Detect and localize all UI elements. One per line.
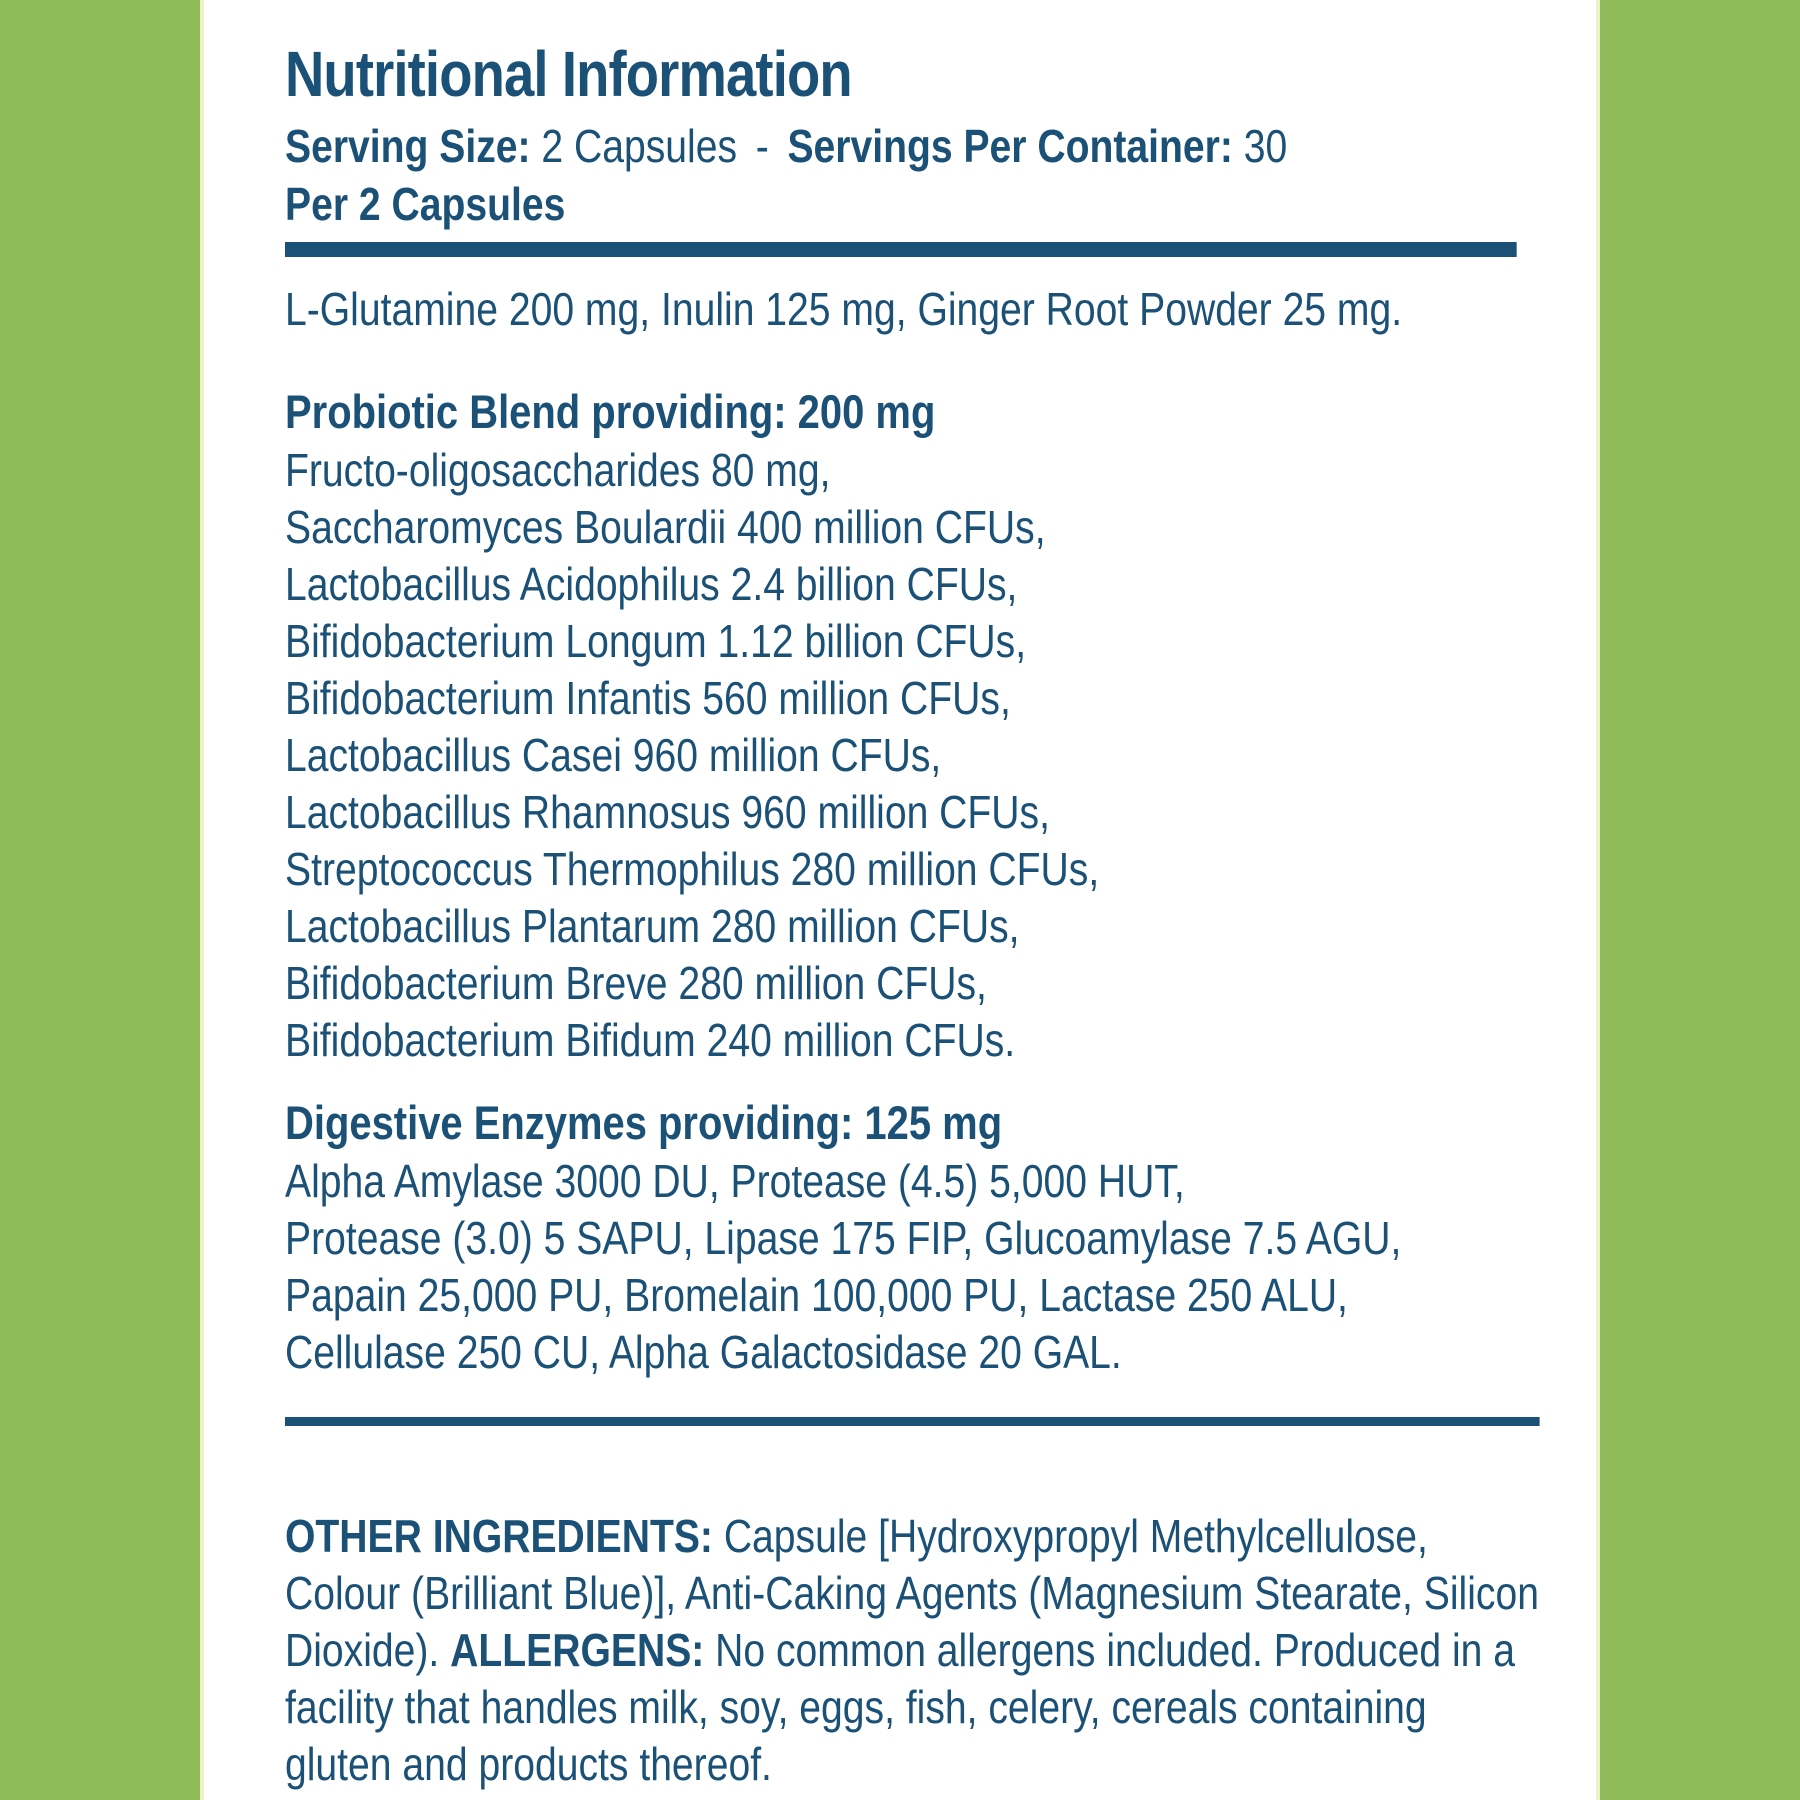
label-title: Nutritional Information	[285, 38, 852, 110]
serving-size-label: Serving Size:	[285, 120, 531, 172]
probiotic-item: Bifidobacterium Breve 280 million CFUs,	[285, 957, 987, 1009]
thick-divider-bar	[285, 242, 1517, 257]
probiotic-item: Lactobacillus Plantarum 280 million CFUs,	[285, 900, 1020, 952]
enzyme-item: Cellulase 250 CU, Alpha Galactosidase 20 GAL.	[285, 1326, 1122, 1378]
enzyme-item: Papain 25,000 PU, Bromelain 100,000 PU, Lactase 250 ALU,	[285, 1269, 1348, 1321]
thin-divider-bar	[285, 1417, 1540, 1426]
other-ingredients-text: Capsule [Hydroxypropyl Methylcellulose, Colour (Brilliant Blue)], Anti-Caking Agents (Magnesium Stearate, Silicon Dioxide).	[285, 1510, 1539, 1676]
enzymes-section	[285, 1095, 1540, 1381]
probiotic-item: Bifidobacterium Bifidum 240 million CFUs.	[285, 1014, 1016, 1066]
base-ingredients-line: L-Glutamine 200 mg, Inulin 125 mg, Ginger Root Powder 25 mg.	[285, 283, 1403, 335]
enzyme-item: Alpha Amylase 3000 DU, Protease (4.5) 5,000 HUT,	[285, 1155, 1185, 1207]
probiotic-section	[285, 384, 1540, 1069]
separator-dash: -	[755, 120, 769, 172]
probiotic-heading: Probiotic Blend providing: 200 mg	[285, 385, 936, 438]
enzyme-item: Protease (3.0) 5 SAPU, Lipase 175 FIP, Glucoamylase 7.5 AGU,	[285, 1212, 1402, 1264]
probiotic-item: Bifidobacterium Longum 1.12 billion CFUs,	[285, 615, 1027, 667]
probiotic-item: Lactobacillus Acidophilus 2.4 billion CFUs,	[285, 558, 1018, 610]
other-ingredients-label: OTHER INGREDIENTS:	[285, 1510, 713, 1562]
probiotic-item: Lactobacillus Rhamnosus 960 million CFUs,	[285, 786, 1050, 838]
enzymes-heading: Digestive Enzymes providing: 125 mg	[285, 1096, 1003, 1149]
servings-per-container-value: 30	[1243, 120, 1288, 172]
allergens-label: ALLERGENS:	[450, 1624, 705, 1676]
right-green-border	[1596, 0, 1800, 1800]
probiotic-item: Fructo-oligosaccharides 80 mg,	[285, 444, 831, 496]
left-green-border	[0, 0, 204, 1800]
allergens-text: No common allergens included. Produced in a facility that handles milk, soy, eggs, fish, celery, cereals containing gluten and products thereof.	[285, 1624, 1516, 1790]
label-content	[285, 0, 1540, 1793]
probiotic-item: Streptococcus Thermophilus 280 million CFUs,	[285, 843, 1100, 895]
serving-info-line	[285, 118, 1540, 174]
serving-size-value: 2 Capsules	[541, 120, 738, 172]
probiotic-item: Bifidobacterium Infantis 560 million CFUs,	[285, 672, 1011, 724]
probiotic-item: Lactobacillus Casei 960 million CFUs,	[285, 729, 942, 781]
probiotic-item: Saccharomyces Boulardii 400 million CFUs,	[285, 501, 1046, 553]
other-ingredients-paragraph	[285, 1508, 1540, 1793]
servings-per-container-label: Servings Per Container:	[787, 120, 1233, 172]
per-capsules-heading: Per 2 Capsules	[285, 178, 566, 230]
